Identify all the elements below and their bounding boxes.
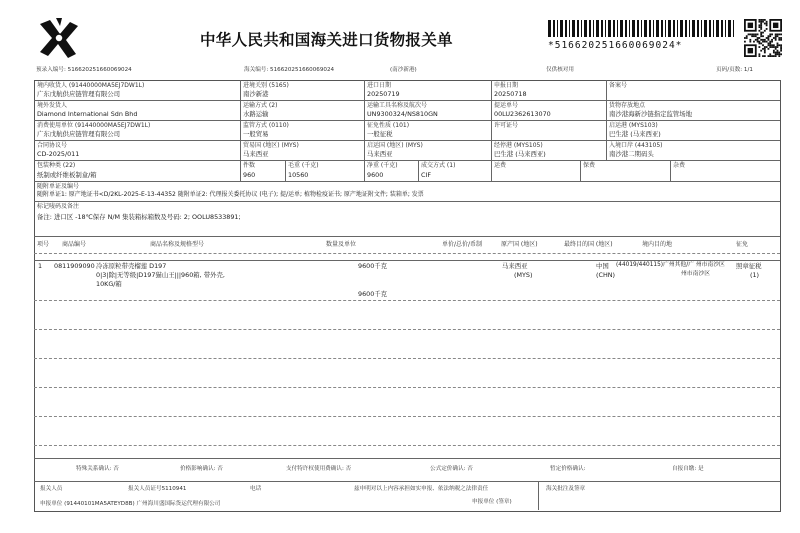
attached-docs-label: 随附单证及编号	[37, 183, 80, 190]
freight-label: 运费	[494, 162, 507, 169]
declarer-label: 报关人员	[40, 486, 63, 492]
customs-emblem-icon	[36, 16, 82, 60]
exemption-code: (1)	[750, 271, 760, 279]
col-quantity: 数量及单位	[326, 241, 357, 248]
consignee-value: 广东戊航供应链管理有限公司	[37, 90, 121, 98]
gross-weight-label: 毛重 (千克)	[288, 162, 319, 169]
verify-only-note: 仅供核对用	[546, 67, 574, 73]
stop-port-label: 经停港 (MYS105)	[494, 142, 543, 149]
col-price: 单价/总价/币制	[442, 241, 483, 248]
entry-customs-value: 南沙新港	[243, 90, 269, 98]
exemption: 照章征税	[736, 262, 762, 270]
port-name: (南沙新港)	[390, 67, 417, 73]
declare-date-label: 申报日期	[494, 82, 519, 89]
deal-mode-value: CIF	[421, 171, 432, 179]
import-date-value: 20250719	[367, 90, 400, 98]
entry-port-value: 南沙港二期码头	[609, 150, 654, 158]
col-domestic-dest: 境内目的地	[642, 241, 673, 248]
product-spec-unit: 10KG/箱	[96, 280, 122, 288]
import-date-label: 进口日期	[367, 82, 392, 89]
record-no-label: 备案号	[609, 82, 628, 89]
origin-country: 马来西亚	[502, 262, 528, 270]
consignee-label: 境内收货人 (91440000MA5EJ7DW1L)	[37, 82, 145, 89]
entry-port-label: 入境口岸 (443105)	[609, 142, 663, 149]
unit-seal-label: 申报单位 (签章)	[472, 499, 512, 505]
quantity-2: 9600千克	[358, 290, 388, 298]
contract-no-value: CD-2025/011	[37, 150, 80, 158]
levy-nature-label: 征免性质 (101)	[367, 122, 410, 129]
royalty-confirm: 支付特许权使用费确认: 否	[286, 466, 352, 472]
supervision-mode-value: 一般贸易	[243, 130, 269, 138]
col-product-name: 商品名称及规格型号	[150, 241, 205, 248]
col-exemption: 征免	[736, 241, 749, 248]
product-name: 冷冻原粒带壳榴莲 D197	[96, 262, 167, 270]
transport-mode-value: 水路运输	[243, 110, 269, 118]
storage-place-label: 货物存放地点	[609, 102, 646, 109]
col-destination: 最终目的国 (地区)	[564, 241, 613, 248]
marks-label: 标记唛码及备注	[37, 203, 80, 210]
product-spec: 0|3|除|无等级|D197猫山王|||960箱, 带外壳,	[96, 271, 225, 279]
barcode-number: *516620251660069024*	[548, 40, 683, 51]
vessel-label: 运输工具名称及航次号	[367, 102, 428, 109]
departure-port-label: 启运港 (MYS103)	[609, 122, 658, 129]
phone-label: 电话	[250, 486, 262, 492]
special-relation-confirm: 特殊关系确认: 否	[76, 466, 119, 472]
origin-country-label: 启运国 (地区) (MYS)	[367, 142, 423, 149]
net-weight-value: 9600	[367, 171, 384, 179]
col-hs-code: 商品编号	[62, 241, 87, 248]
package-type-value: 纸制或纤维板制盒/箱	[37, 171, 97, 179]
dest-country-code: (CHN)	[596, 271, 616, 279]
pieces-label: 件数	[243, 162, 256, 169]
item-no: 1	[38, 262, 43, 270]
pre-entry-number: 预录入编号: 516620251660069024	[36, 67, 132, 73]
self-declare-confirm: 自报自缴: 是	[672, 466, 704, 472]
origin-country-code: (MYS)	[514, 271, 533, 279]
domestic-destination-line2: 州市南沙区	[681, 271, 710, 277]
net-weight-label: 净重 (千克)	[367, 162, 398, 169]
misc-fee-label: 杂费	[673, 162, 686, 169]
contract-no-label: 合同协议号	[37, 142, 68, 149]
col-item-no: 项号	[37, 241, 50, 248]
levy-nature-value: 一般征税	[367, 130, 393, 138]
supervision-mode-label: 监管方式 (0110)	[243, 122, 289, 129]
dest-country: 中国	[596, 262, 609, 270]
stop-port-value: 巴生港 (马来西亚)	[494, 150, 546, 158]
qr-code-icon	[744, 19, 782, 57]
col-origin: 原产国 (地区)	[501, 241, 538, 248]
document-title: 中华人民共和国海关进口货物报关单	[200, 31, 453, 49]
provisional-price-confirm: 暂定价格确认:	[550, 466, 586, 472]
declarer-cert: 报关人员证号5110941	[128, 486, 187, 492]
customs-number: 海关编号: 516620251660069024	[244, 67, 335, 73]
domestic-destination: (44019/440115)广州其他/广 州市南沙区	[616, 262, 725, 268]
origin-country-value: 马来西亚	[367, 150, 393, 158]
trade-country-label: 贸易国 (地区) (MYS)	[243, 142, 299, 149]
vessel-value: UN9300324/NS810GN	[367, 110, 438, 118]
quantity-1: 9600千克	[358, 262, 388, 270]
pieces-value: 960	[243, 171, 256, 179]
consumer-unit-label: 消费使用单位 (91440000MA5EJ7DW1L)	[37, 122, 151, 129]
bill-no-label: 提运单号	[494, 102, 519, 109]
customs-note-label: 海关批注及签章	[546, 486, 586, 492]
transport-mode-label: 运输方式 (2)	[243, 102, 278, 109]
storage-place-value: 南沙港海新沙链指定监管场地	[609, 110, 693, 118]
deal-mode-label: 成交方式 (1)	[421, 162, 456, 169]
price-impact-confirm: 价格影响确认: 否	[180, 466, 223, 472]
departure-port-value: 巴生港 (马来西亚)	[609, 130, 661, 138]
shipper-value: Diamond International Sdn Bhd	[37, 110, 138, 118]
marks-value: 备注: 进口区 -18℃保存 N/M 集装箱标箱数及号码: 2; OOLU8533891;	[37, 213, 241, 221]
license-no-label: 许可证号	[494, 122, 519, 129]
consumer-unit-value: 广东戊航供应链管理有限公司	[37, 130, 121, 138]
declare-date-value: 20250718	[494, 90, 527, 98]
shipper-label: 境外发货人	[37, 102, 68, 109]
page-count: 页码/页数: 1/1	[716, 67, 753, 73]
formula-price-confirm: 公式定价确认: 否	[430, 466, 473, 472]
hs-code: 0811909090	[54, 262, 95, 270]
barcode-icon	[548, 20, 734, 37]
legal-statement: 兹申明对以上内容承担如实申报、依法纳税之法律责任	[354, 486, 489, 492]
entry-customs-label: 进境关别 (5165)	[243, 82, 289, 89]
insurance-label: 保费	[583, 162, 596, 169]
trade-country-value: 马来西亚	[243, 150, 269, 158]
gross-weight-value: 10560	[288, 171, 309, 179]
declaring-unit: 申报单位 (91440101MA5ATEYD8B) 广州海川盛国际货运代理有限公司	[40, 501, 221, 507]
package-type-label: 包装种类 (22)	[37, 162, 76, 169]
bill-no-value: 00LU2362613070	[494, 110, 551, 118]
attached-docs-value: 随附单证1: 原产地证书<D/2KL-2025-E-13-44352 随附单证2: 代理报关委托协议 (电子); 提/运单; 植物检疫证书; 原产地证附文件; 装箱单; 发票	[37, 191, 424, 198]
